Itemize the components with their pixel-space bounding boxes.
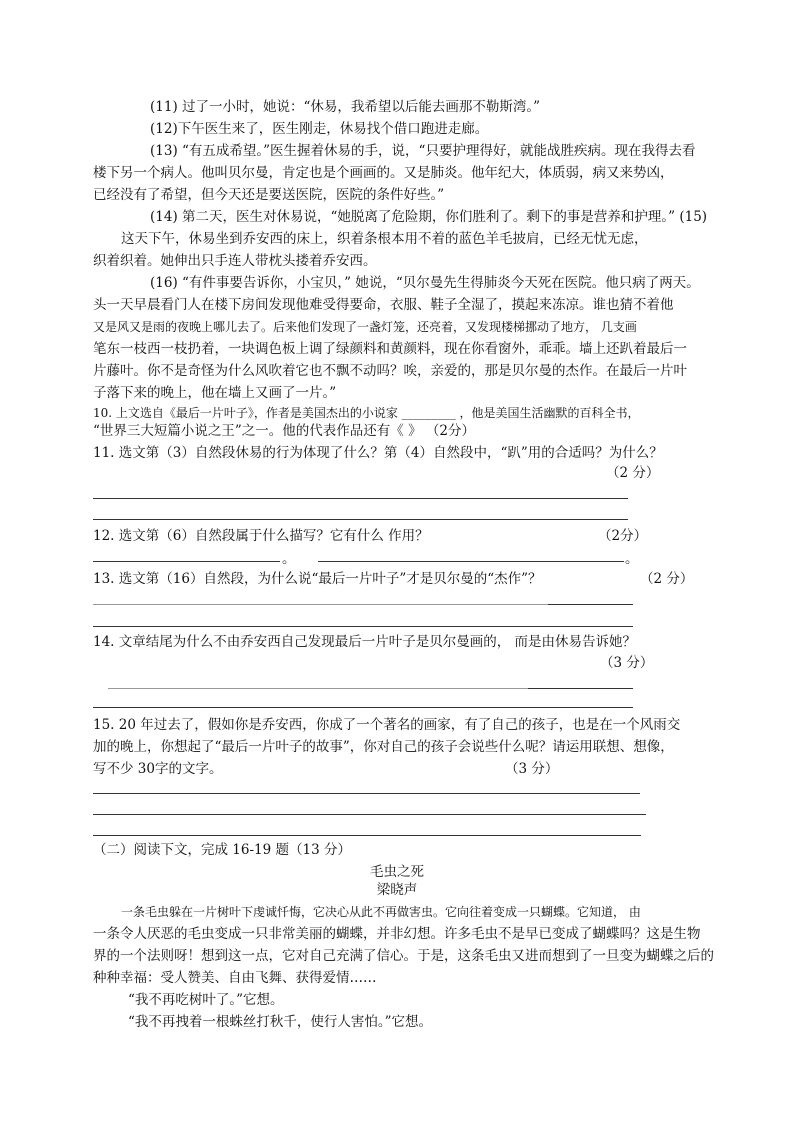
question-15-line-2: 加的晚上，你想起了“最后一片叶子的故事”，你对自己的孩子会说些什么呢？请运用联想、想像， — [93, 739, 674, 755]
paragraph-15-line-2: 织着织着。她伸出只手连人带枕头搂着乔安西。 — [93, 253, 377, 269]
question-14-score: （3 分） — [600, 655, 654, 671]
answer-line[interactable] — [93, 707, 633, 708]
answer-line[interactable] — [93, 519, 628, 520]
article-author: 梁晓声 — [376, 882, 418, 898]
answer-line[interactable] — [93, 835, 641, 836]
answer-line[interactable] — [318, 561, 624, 562]
answer-line[interactable] — [528, 688, 633, 689]
paragraph-14-line-1: (14) 第二天，医生对休易说，“她脱离了危险期，你们胜利了。剩下的事是营养和护理。” (15) — [150, 209, 708, 225]
question-12-score: （2分） — [598, 528, 648, 544]
question-11-score: （2 分） — [606, 465, 660, 481]
paragraph-16-line-3: 又是风又是雨的夜晚上哪儿去了。后来他们发现了一盏灯笼，还亮着，又发现楼梯挪动了地方， 几支画 — [93, 320, 637, 334]
article-paragraph-line: “我不再吃树叶了。”它想。 — [128, 992, 284, 1008]
question-13-score: （2 分） — [640, 571, 694, 587]
question-12-separator: 。 — [625, 551, 639, 567]
paragraph-16-line-1: (16) “有件事要告诉你，小宝贝，” 她说，“贝尔曼先生得肺炎今天死在医院。他只病了两天。 — [150, 275, 700, 291]
question-15-score: （3 分） — [505, 761, 559, 777]
question-10-line-1: 10. 上文选自《最后一片叶子》，作者是美国杰出的小说家 _________ ，他是美国生活幽默的百科全书， — [93, 406, 640, 420]
paragraph-15-line-1: 这天下午，休易坐到乔安西的床上，织着条根本用不着的蓝色羊毛披肩，已经无忧无虑， — [121, 231, 648, 247]
paragraph-16-line-6: 子落下来的晚上，他在墙上又画了一片。” — [93, 385, 337, 401]
question-14: 14. 文章结尾为什么不由乔安西自己发现最后一片叶子是贝尔曼画的， 而是由休易告诉她？ — [93, 634, 637, 650]
paragraph-13-line-3: 已经没有了希望，但今天还是要送医院，医院的条件好些。” — [93, 187, 445, 203]
paragraph-16-line-5: 片藤叶。你不是奇怪为什么风吹着它也不飘不动吗？唉，亲爱的，那是贝尔曼的杰作。在最后一片叶 — [93, 363, 687, 379]
answer-line[interactable] — [93, 561, 280, 562]
question-11: 11. 选文第（3）自然段休易的行为体现了什么？第（4）自然段中，“趴”用的合适吗？为什么？ — [93, 445, 663, 461]
question-12-separator: 。 — [282, 551, 296, 567]
article-paragraph-line: 一条令人厌恶的毛虫变成一只非常美丽的蝴蝶，并非幻想。许多毛虫不是早已变成了蝴蝶吗？这是生物 — [93, 926, 701, 942]
paragraph-16-line-4: 笔东一枝西一枝扔着，一块调色板上调了绿颜料和黄颜料，现在你看窗外，乖乖。墙上还趴着最后一 — [93, 341, 687, 357]
paragraph-11: (11) 过了一小时，她说：“休易，我希望以后能去画那不勒斯湾。” — [150, 99, 541, 115]
paragraph-13-line-2: 楼下另一个病人。他叫贝尔曼，肯定也是个画画的。又是肺炎。他年纪大，体质弱，病又来势凶， — [93, 165, 674, 181]
question-12: 12. 选文第（6）自然段属于什么描写？它有什么 作用？ — [93, 528, 429, 544]
answer-line[interactable] — [93, 604, 548, 605]
article-paragraph-line: 一条毛虫躲在一片树叶下虔诚忏悔，它决心从此不再做害虫。它向往着变成一只蝴蝶。它知道， 由 — [121, 905, 641, 919]
question-15-line-3: 写不少 30字的文字。 — [93, 761, 223, 777]
question-15-line-1: 15. 20 年过去了，假如你是乔安西，你成了一个著名的画家，有了自己的孩子，也是在一个风雨交 — [93, 717, 681, 733]
answer-line[interactable] — [548, 604, 633, 605]
answer-line[interactable] — [93, 814, 646, 815]
article-paragraph-line: 界的一个法则呀！想到这一点，它对自己充满了信心。于是，这条毛虫又进而想到了一旦变为蝴蝶之后的 — [93, 948, 714, 964]
article-paragraph-line: 种种幸福：受人赞美、自由飞舞、获得爱情…… — [93, 970, 377, 986]
answer-line[interactable] — [108, 688, 528, 689]
answer-line[interactable] — [93, 498, 628, 499]
question-10-line-2: “世界三大短篇小说之王”之一。他的代表作品还有《 》 （2分） — [93, 423, 475, 439]
paragraph-13-line-1: (13) “有五成希望。”医生握着休易的手，说，“只要护理得好，就能战胜疾病。现在我得去看 — [150, 143, 696, 159]
answer-line[interactable] — [93, 626, 633, 627]
question-13: 13. 选文第（16）自然段，为什么说“最后一片叶子”才是贝尔曼的“杰作”？ — [93, 571, 542, 587]
article-paragraph-line: “我不再拽着一根蛛丝打秋千，使行人害怕。”它想。 — [128, 1014, 433, 1030]
article-title: 毛虫之死 — [370, 864, 424, 880]
answer-line[interactable] — [93, 793, 640, 794]
section-2-heading: （二）阅读下文，完成 16-19 题（13 分） — [93, 842, 351, 858]
paragraph-16-line-2: 头一天早晨看门人在楼下房间发现他难受得要命，衣服、鞋子全湿了，摸起来冻凉。谁也猜不着他 — [93, 297, 674, 313]
paragraph-12: (12)下午医生来了，医生刚走，休易找个借口跑进走廊。 — [150, 121, 489, 137]
